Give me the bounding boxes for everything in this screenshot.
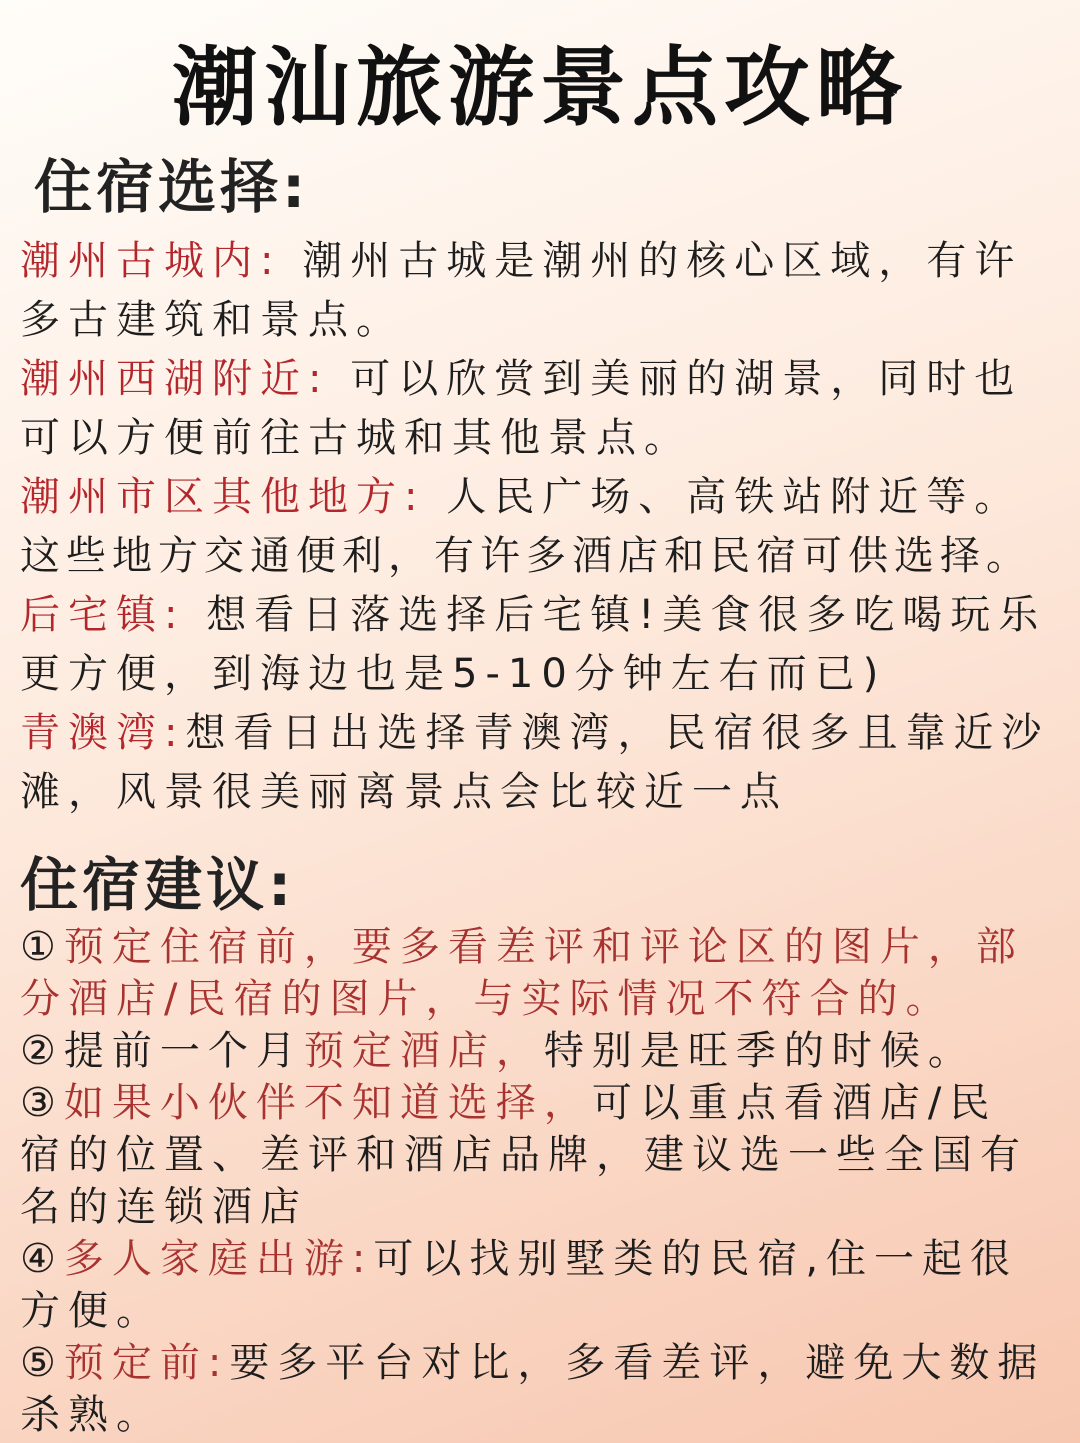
choice-line [20, 354, 1022, 404]
choice-text: 人民广场、高铁站附近等。 [425, 474, 1023, 520]
choice-text: 滩，风景很美丽离景点会比较近一点 [20, 769, 788, 815]
advice-text: 杀熟。 [20, 1392, 164, 1438]
choice-line [20, 236, 1022, 286]
advice-highlight: 多人家庭出游: [63, 1236, 374, 1282]
page-title: 潮汕旅游景点攻略 [172, 38, 908, 138]
advice-text: 宿的位置、差评和酒店品牌，建议选一些全国有 [20, 1132, 1028, 1178]
advice-highlight: 分酒店/民宿的图片，与实际情况不符合的。 [20, 976, 954, 1022]
choice-text: 更方便，到海边也是5-10分钟左右而已) [20, 651, 887, 697]
advice-highlight: 预定前: [63, 1340, 230, 1386]
choice-text: 可以方便前往古城和其他景点。 [20, 415, 692, 461]
choice-line [20, 531, 1032, 581]
advice-line [20, 1390, 164, 1440]
advice-text: 可以找别墅类的民宿,住一起很 [373, 1236, 1019, 1282]
advice-line [20, 1182, 308, 1232]
choice-line [20, 708, 1049, 758]
choice-line [20, 767, 788, 817]
choice-line [20, 590, 1046, 640]
choice-text: 这些地方交通便利，有许多酒店和民宿可供选择。 [20, 533, 1032, 579]
choice-text: 多古建筑和景点。 [20, 297, 404, 343]
advice-line [20, 1338, 1045, 1388]
advice-text: 可以重点看酒店/民 [591, 1080, 998, 1126]
advice-line [20, 1130, 1028, 1180]
advice-line [20, 974, 953, 1024]
advice-text: 特别是旺季的时候。 [543, 1028, 976, 1074]
advice-number: ③ [20, 1080, 64, 1126]
advice-number: ④ [20, 1236, 64, 1282]
advice-line [20, 1078, 997, 1128]
advice-highlight: 如果小伙伴不知道选择， [63, 1080, 592, 1126]
choice-label: 潮州古城内: [20, 238, 282, 284]
choice-label: 青澳湾: [20, 710, 186, 756]
choice-line [20, 295, 404, 345]
choice-text: 潮州古城是潮州的核心区域，有许 [281, 238, 1023, 284]
choice-line [20, 472, 1022, 522]
choice-text: 想看日落选择后宅镇!美食很多吃喝玩乐 [185, 592, 1047, 638]
choice-label: 潮州市区其他地方: [20, 474, 426, 520]
advice-text: 要多平台对比，多看差评，避免大数据 [229, 1340, 1046, 1386]
advice-line [20, 1234, 1018, 1284]
advice-line [20, 1026, 976, 1076]
section-heading-accommodation-advice: 住宿建议: [20, 851, 296, 919]
advice-number: ⑤ [20, 1340, 64, 1386]
advice-number: ① [20, 924, 64, 970]
advice-line [20, 1286, 164, 1336]
choice-line [20, 649, 886, 699]
advice-highlight: 预定酒店， [303, 1028, 544, 1074]
advice-text: 方便。 [20, 1288, 164, 1334]
section-heading-accommodation-choice: 住宿选择: [34, 153, 310, 221]
advice-number: ② [20, 1028, 64, 1074]
choice-text: 想看日出选择青澳湾，民宿很多且靠近沙 [185, 710, 1050, 756]
choice-label: 潮州西湖附近: [20, 356, 330, 402]
choice-text: 可以欣赏到美丽的湖景，同时也 [329, 356, 1023, 402]
advice-text: 名的连锁酒店 [20, 1184, 308, 1230]
advice-highlight: 预定住宿前，要多看差评和评论区的图片，部 [63, 924, 1024, 970]
advice-line [20, 922, 1024, 972]
choice-label: 后宅镇: [20, 592, 186, 638]
choice-line [20, 413, 692, 463]
advice-text: 提前一个月 [63, 1028, 304, 1074]
